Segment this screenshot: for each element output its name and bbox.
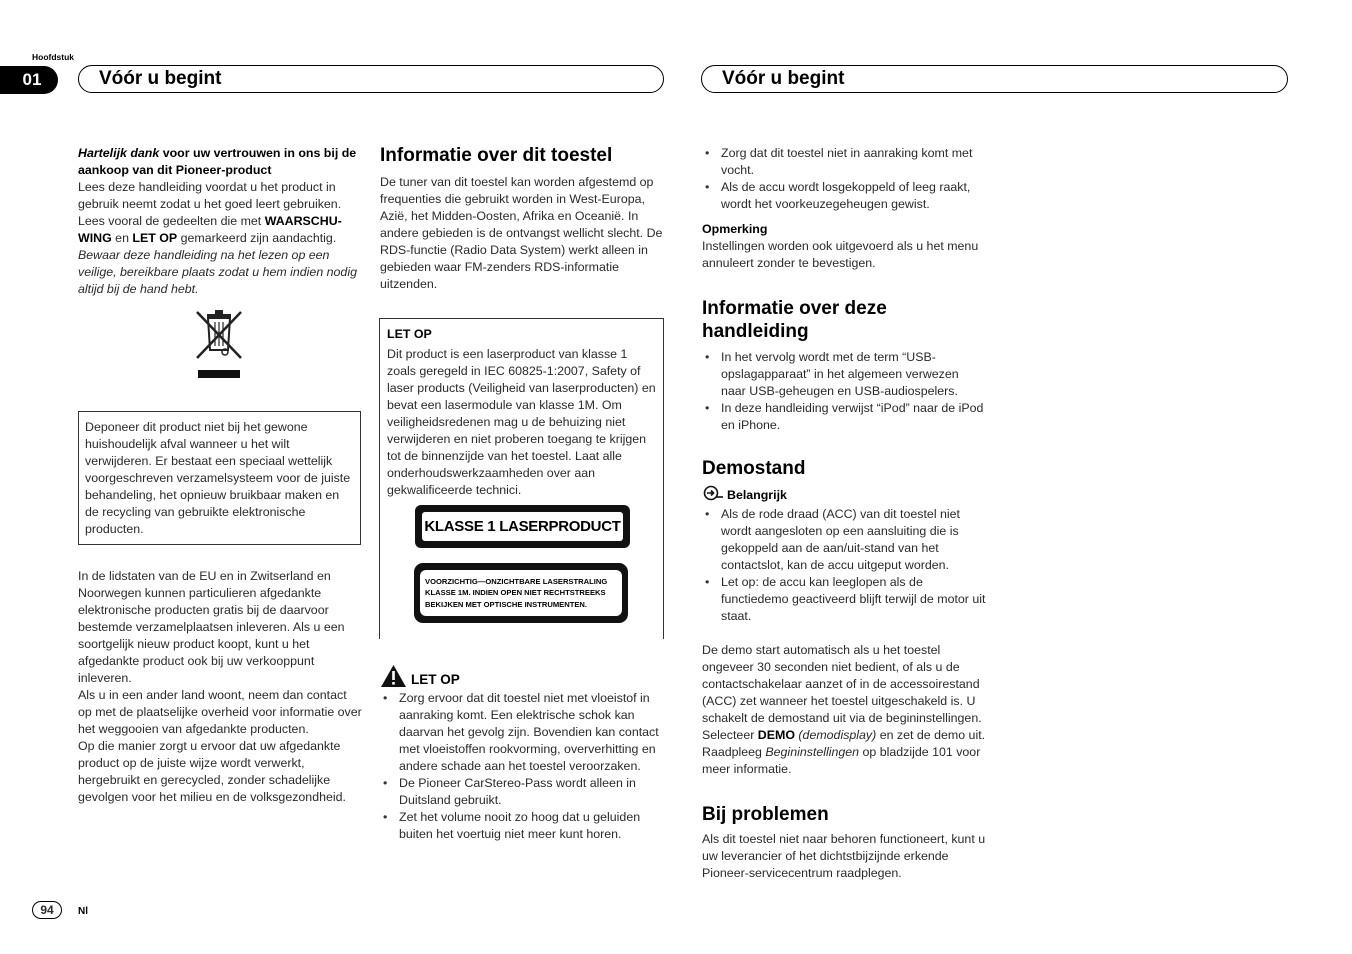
caution-header xyxy=(380,664,663,688)
column-3 xyxy=(702,145,986,882)
list-item: • Als de rode draad (ACC) van dit toestel niet wordt aangesloten op een aansluiting die is gekoppeld aan de aan/uit-stand van het contactslot, kan de accu uitgeput worden. xyxy=(702,506,986,574)
caution-section xyxy=(380,664,663,843)
laser-caution-title: LET OP xyxy=(387,327,432,341)
list-item: • Als de accu wordt losgekoppeld of leeg raakt, wordt het voorkeuzegeheugen gewist. xyxy=(702,179,986,213)
page-number: 94 xyxy=(32,901,62,919)
caution-list xyxy=(380,690,663,843)
column-1-disposal xyxy=(78,568,362,806)
column-2 xyxy=(380,144,663,293)
laser-warning-label: VOORZICHTIG—ONZICHTBARE LASERSTRALING KLASSE 1M. INDIEN OPEN NIET RECHTSTREEKS BEKIJKEN MET OPTISCHE INSTRUMENTEN. xyxy=(414,563,628,623)
laser-caution-text: Dit product is een laserproduct van klasse 1 zoals geregeld in IEC 60825-1:2007, Safety of laser products (Veiligheid van laserproducten) en bevat een lasermodule van klasse 1M. Om veiligheidsredenen mag u de behuizing niet verwijderen en niet proberen toegang te krijgen tot de binnenzijde van het toestel. Laat alle onderhoudswerkzaamheden over aan gekwalificeerde technici. xyxy=(387,347,656,497)
demo-paragraph: De demo start automatisch als u het toestel ongeveer 30 seconden niet bedient, of als u de contactschakelaar aanzet of in de accessoirestand (ACC) zet wanneer het toestel uitgeschakeld is. U schakelt de demostand uit via de begininstellingen. Selecteer DEMO (demodisplay) en zet de demo uit. Raadpleeg Begininstellingen op bladzijde 101 voor meer informatie. xyxy=(702,643,986,776)
chapter-label: Hoofdstuk xyxy=(32,52,75,62)
heading-demo: Demostand xyxy=(702,458,806,479)
important-header xyxy=(702,485,986,506)
list-item: • Zet het volume nooit zo hoog dat u geluiden buiten het voertuig niet meer kunt horen. xyxy=(380,809,663,843)
column-1 xyxy=(78,145,362,298)
intro-heading: Hartelijk dank voor uw vertrouwen in ons bij de aankoop van dit Pioneer-product xyxy=(78,146,357,177)
intro-paragraph: Lees deze handleiding voordat u het product in gebruik neemt zodat u het goed leert gebruiken. Lees vooral de gedeelten die met WAARSCHU-WING en LET OP gemarkeerd zijn aandachtig. xyxy=(78,180,342,245)
disposal-paragraph-2: Als u in een ander land woont, neem dan contact op met de plaatselijke overheid voor informatie over het weggooien van afgedankte producten. xyxy=(78,688,362,736)
heading-manual-info: Informatie over deze handleiding xyxy=(702,298,887,342)
heading-problems: Bij problemen xyxy=(702,804,829,825)
list-item: • In deze handleiding verwijst “iPod” naar de iPod en iPhone. xyxy=(702,400,986,434)
moisture-list xyxy=(702,145,986,213)
section-title-right: Vóór u begint xyxy=(701,65,1288,93)
crossed-bin-icon xyxy=(193,308,245,380)
important-icon xyxy=(702,485,724,506)
warning-triangle-icon xyxy=(380,664,407,688)
list-item: • Zorg ervoor dat dit toestel niet met vloeistof in aanraking komt. Een elektrische schok kan daarvan het gevolg zijn. Bovendien kan contact met vloeistoffen rookvorming, oververhitting en andere schade aan het toestel veroorzaken. xyxy=(380,690,663,775)
list-item: • De Pioneer CarStereo-Pass wordt alleen in Duitsland gebruikt. xyxy=(380,775,663,809)
manual-list xyxy=(702,349,986,434)
note-text: Instellingen worden ook uitgevoerd als u het menu annuleert zonder te bevestigen. xyxy=(702,239,979,270)
important-label: Belangrijk xyxy=(727,488,787,502)
disposal-paragraph-1: In de lidstaten van de EU en in Zwitserland en Noorwegen kunnen particulieren afgedankte elektronische producten gratis bij de daarvoor bestemde verzamelplaatsen inleveren. Als u een soortgelijk nieuw product koopt, kunt u het afgedankte product ook bij uw verkooppunt inleveren. xyxy=(78,569,345,685)
section-title-left: Vóór u begint xyxy=(78,65,664,93)
note-title: Opmerking xyxy=(702,222,768,236)
problems-text: Als dit toestel niet naar behoren functioneert, kunt u uw leverancier of het dichtstbijzijnde erkende Pioneer-servicecentrum raadplegen. xyxy=(702,832,986,880)
chapter-number-badge: 01 xyxy=(0,66,58,94)
heading-device-info: Informatie over dit toestel xyxy=(380,145,613,166)
disposal-paragraph-3: Op die manier zorgt u ervoor dat uw afgedankte product op de juiste wijze wordt verwerkt, hergebruikt en gerecycled, zonder schadelijke gevolgen voor het milieu en de volksgezondheid. xyxy=(78,739,346,804)
list-item: • In het vervolg wordt met de term “USB-opslagapparaat” in het algemeen verwezen naar USB-geheugen en USB-audiospelers. xyxy=(702,349,986,400)
list-item: • Let op: de accu kan leeglopen als de functiedemo geactiveerd blijft terwijl de motor uit staat. xyxy=(702,574,986,625)
laser-class-label: KLASSE 1 LASERPRODUCT xyxy=(415,505,630,548)
caution-title: LET OP xyxy=(411,672,460,687)
weee-notice-box: Deponeer dit product niet bij het gewone huishoudelijk afval wanneer u het wilt verwijderen. Er bestaat een speciaal wettelijk voorgeschreven verzamelsysteem voor de juiste behandeling, het opnieuw bruikbaar maken en de recycling van gebruikte elektronische producten. xyxy=(78,411,361,545)
intro-italic-note: Bewaar deze handleiding na het lezen op een veilige, bereikbare plaats zodat u hem indien nodig altijd bij de hand hebt. xyxy=(78,248,357,296)
language-code: Nl xyxy=(78,906,88,917)
list-item: • Zorg dat dit toestel niet in aanraking komt met vocht. xyxy=(702,145,986,179)
device-info-paragraph: De tuner van dit toestel kan worden afgestemd op frequenties die gebruikt worden in West-Europa, Azië, het Midden-Oosten, Afrika en Oceanië. In andere gebieden is de ontvangst wellicht slecht. De RDS-functie (Radio Data System) werkt alleen in gebieden waar FM-zenders RDS-informatie uitzenden. xyxy=(380,175,663,291)
demo-list xyxy=(702,506,986,625)
